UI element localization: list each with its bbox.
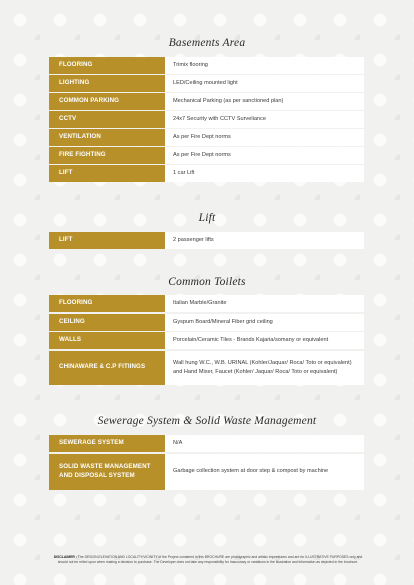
spec-value: Porcelain/Ceramic Tiles - Brands Kajaria/somany or equivalent [165, 332, 364, 349]
section-title-basements: Basements Area [168, 37, 246, 49]
table-row [49, 75, 364, 92]
spec-label: FLOORING [49, 57, 165, 74]
spec-value: LED/Ceiling mounted light [165, 75, 364, 92]
table-row [49, 351, 364, 385]
spec-value: Trimix flooring [165, 57, 364, 74]
spec-label: FLOORING [49, 295, 165, 312]
disclaimer-text: The DESIGN,ELEVATION AND LOCALITY/VICINITY of the Project contained in this BROCHURE are photographic and artistic impressions and are for ILLUSTRATIVE PURPOSES only and should not be relied upon when making a decision to purchase. The Developer does not take any responsibility for Inaccuracy or variations in the illustration and information as depicted in the brochure. [57, 555, 363, 565]
spec-value: 1 car Lift [165, 165, 364, 182]
spec-value: As per Fire Dept norms [165, 129, 364, 146]
section-title-lift: Lift [198, 212, 216, 224]
spec-value: Mechanical Parking (as per sanctioned plan) [165, 93, 364, 110]
spec-value: Garbage collection system at door step & compost by machine [165, 454, 364, 490]
disclaimer [49, 555, 367, 566]
spec-label: CEILING [49, 314, 165, 331]
spec-value: Wall hung W.C., W.B. URINAL (Kohler/Jaquar/ Roca/ Toto or equivalent) and Hand Mixer, Faucet (Kohler/ Jaquar/ Roca/ Toto or equivalent) [165, 351, 364, 385]
spec-label: FIRE FIGHTING [49, 147, 165, 164]
table-row [49, 295, 364, 312]
spec-label: LIFT [49, 232, 165, 249]
spec-label: LIGHTING [49, 75, 165, 92]
section-title-sewerage: Sewerage System & Solid Waste Management [97, 415, 317, 427]
table-row [49, 232, 364, 249]
spec-value: 2 passenger lifts [165, 232, 364, 249]
table-row [49, 165, 364, 182]
common-toilets-spec-table [49, 295, 364, 385]
sewerage-spec-table [49, 435, 364, 490]
table-row [49, 454, 364, 490]
spec-label: COMMON PARKING [49, 93, 165, 110]
spec-value: Italian Marble/Granite [165, 295, 364, 312]
table-row [49, 129, 364, 146]
spec-label: SEWERAGE SYSTEM [49, 435, 165, 452]
spec-value: 24x7 Security with CCTV Surveliance [165, 111, 364, 128]
spec-value: Gyspum Board/Mineral Fiber grid ceiling [165, 314, 364, 331]
spec-label: CCTV [49, 111, 165, 128]
spec-value: N/A [165, 435, 364, 452]
table-row [49, 93, 364, 110]
spec-label: VENTILATION [49, 129, 165, 146]
table-row [49, 314, 364, 331]
table-row [49, 57, 364, 74]
table-row [49, 332, 364, 349]
table-row [49, 111, 364, 128]
table-row [49, 435, 364, 452]
spec-value: As per Fire Dept norms [165, 147, 364, 164]
basements-spec-table [49, 57, 364, 182]
spec-label: LIFT [49, 165, 165, 182]
section-title-common-toilets: Common Toilets [168, 276, 246, 288]
table-row [49, 147, 364, 164]
disclaimer-label: DISCLAIMER : [53, 555, 77, 559]
spec-label: WALLS [49, 332, 165, 349]
lift-spec-table [49, 232, 364, 249]
spec-label: SOLID WASTE MANAGEMENT AND DISPOSAL SYSTEM [49, 454, 165, 490]
spec-label: CHINAWARE & C.P FITIINGS [49, 351, 165, 385]
